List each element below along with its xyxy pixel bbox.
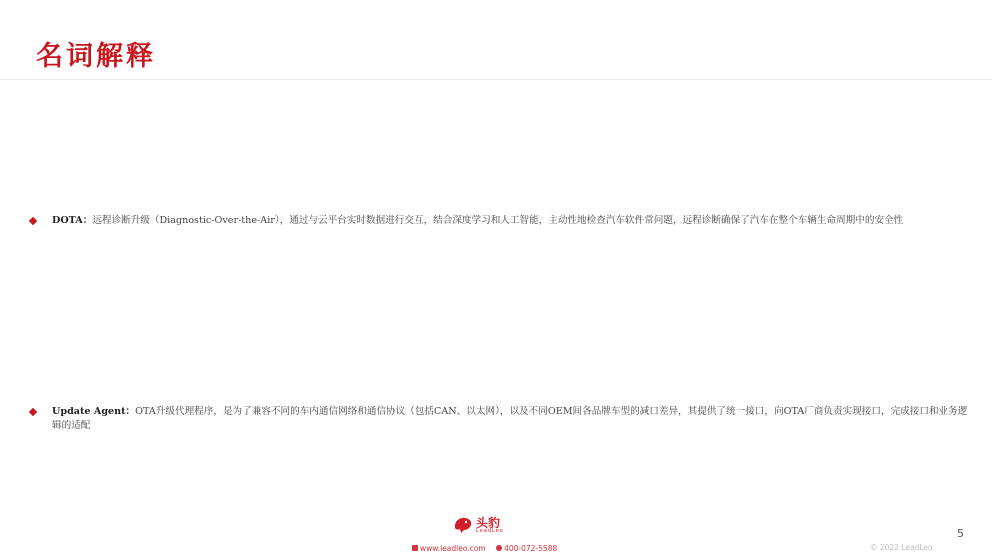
logo-text: 头豹 [476,516,501,530]
term-description: 远程诊断升级（Diagnostic-Over-the-Air），通过与云平台实时数据进行交互，结合深度学习和人工智能，主动性地检查汽车软件常问题，远程诊断确保了汽车在整个车辆生命周期中的安全性 [92,215,904,226]
term-name: DOTA： [52,215,93,226]
diamond-bullet-icon [29,408,37,416]
page-title: 名词解释 [36,41,156,72]
page-number: 5 [957,527,964,540]
web-icon [412,545,418,551]
brand-logo [452,514,542,538]
diamond-bullet-icon [29,217,37,225]
website-link[interactable]: www.leadleo.com [420,543,486,553]
term-description: OTA升级代理程序，是为了兼容不同的车内通信网络和通信协议（包括CAN、以太网），以及不同OEM间各品牌车型的减口差异，其提供了统一接口，向OTA厂商负责实现接口，完成接口和业务逻辑的适配 [52,406,968,431]
phone-number: 400-072-5588 [504,543,558,553]
phone-icon [496,545,502,551]
logo-subtext: LeadLeo [476,528,504,534]
leopard-logo-icon [452,514,474,534]
term-name: Update Agent： [52,406,136,417]
footer-contacts [412,543,557,553]
copyright-text: © 2022 LeadLeo [870,543,933,552]
title-divider [0,79,992,80]
